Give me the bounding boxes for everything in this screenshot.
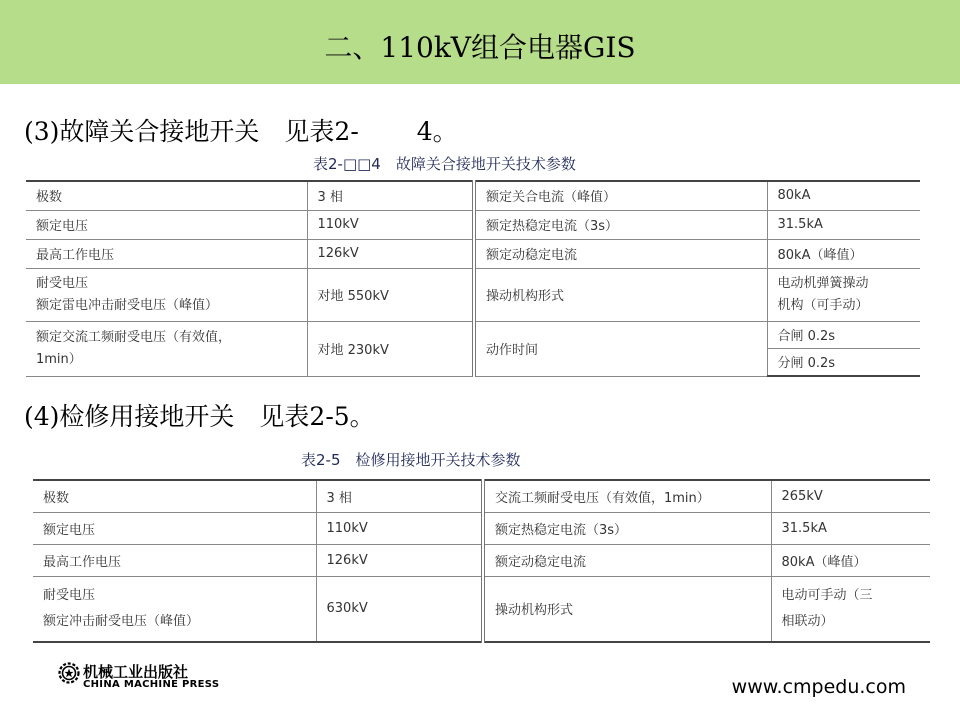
param-name: 动作时间	[474, 321, 767, 376]
param-value: 分闸 0.2s	[767, 348, 920, 376]
param-name: 操动机构形式	[483, 576, 771, 642]
param-value-line: 电动机弹簧操动	[777, 275, 869, 291]
param-value: 126kV	[316, 544, 483, 576]
param-name: 极数	[33, 480, 316, 512]
table-row	[33, 544, 930, 576]
section-4-heading: (4)检修用接地开关 见表2-5。	[24, 402, 375, 431]
slide-title: 二、110kV组合电器GIS	[324, 31, 636, 64]
param-value: 630kV	[316, 576, 483, 642]
param-name: 操动机构形式	[474, 268, 767, 321]
param-value-line: 电动可手动（三	[781, 587, 873, 603]
param-name	[26, 321, 307, 376]
publisher-name-en: CHINA MACHINE PRESS	[83, 679, 220, 690]
website-url: www.cmpedu.com	[731, 676, 906, 698]
publisher-logo	[57, 661, 220, 690]
param-value: 110kV	[307, 210, 474, 239]
param-name	[26, 268, 307, 321]
param-name-line: 1min）	[36, 351, 82, 367]
param-value: 80kA	[767, 181, 920, 210]
param-value: 对地 550kV	[307, 268, 474, 321]
param-value: 126kV	[307, 239, 474, 268]
param-name: 额定动稳定电流	[483, 544, 771, 576]
param-value: 265kV	[771, 480, 930, 512]
param-value: 80kA（峰值）	[767, 239, 920, 268]
param-value: 31.5kA	[771, 512, 930, 544]
table-row	[26, 181, 920, 210]
section-3-heading: (3)故障关合接地开关 见表2- 4。	[24, 117, 458, 146]
param-value: 3 相	[307, 181, 474, 210]
param-name	[33, 576, 316, 642]
param-value	[771, 576, 930, 642]
param-value: 80kA（峰值）	[771, 544, 930, 576]
param-value: 110kV	[316, 512, 483, 544]
table-2-5	[33, 479, 930, 643]
param-name: 最高工作电压	[33, 544, 316, 576]
param-value-line: 相联动）	[781, 613, 834, 629]
slide-header	[0, 0, 960, 84]
param-value: 31.5kA	[767, 210, 920, 239]
param-name-line: 耐受电压	[36, 275, 89, 291]
param-name: 额定热稳定电流（3s）	[474, 210, 767, 239]
table-2-4-caption: 表2-□□4 故障关合接地开关技术参数	[313, 155, 576, 173]
param-name: 交流工频耐受电压（有效值，1min）	[483, 480, 771, 512]
param-name: 极数	[26, 181, 307, 210]
publisher-name-cn: 机械工业出版社	[83, 663, 189, 681]
param-name-line: 额定雷电冲击耐受电压（峰值）	[36, 297, 219, 313]
table-row	[33, 512, 930, 544]
param-name-line: 耐受电压	[43, 587, 96, 603]
param-value: 3 相	[316, 480, 483, 512]
table-row	[26, 321, 920, 348]
param-value: 对地 230kV	[307, 321, 474, 376]
table-row	[33, 576, 930, 642]
param-value-line: 机构（可手动）	[777, 297, 869, 313]
param-name: 额定关合电流（峰值）	[474, 181, 767, 210]
param-value: 合闸 0.2s	[767, 321, 920, 348]
param-name: 额定电压	[26, 210, 307, 239]
param-name: 最高工作电压	[26, 239, 307, 268]
table-2-4	[26, 180, 920, 377]
param-name-line: 额定冲击耐受电压（峰值）	[43, 613, 200, 629]
table-row	[26, 210, 920, 239]
table-row	[33, 480, 930, 512]
param-value	[767, 268, 920, 321]
table-2-5-caption: 表2-5 检修用接地开关技术参数	[301, 451, 521, 469]
gear-icon	[57, 661, 81, 685]
param-name: 额定动稳定电流	[474, 239, 767, 268]
table-row	[26, 268, 920, 321]
param-name-line: 额定交流工频耐受电压（有效值，	[36, 329, 232, 345]
param-name: 额定电压	[33, 512, 316, 544]
param-name: 额定热稳定电流（3s）	[483, 512, 771, 544]
table-row	[26, 239, 920, 268]
